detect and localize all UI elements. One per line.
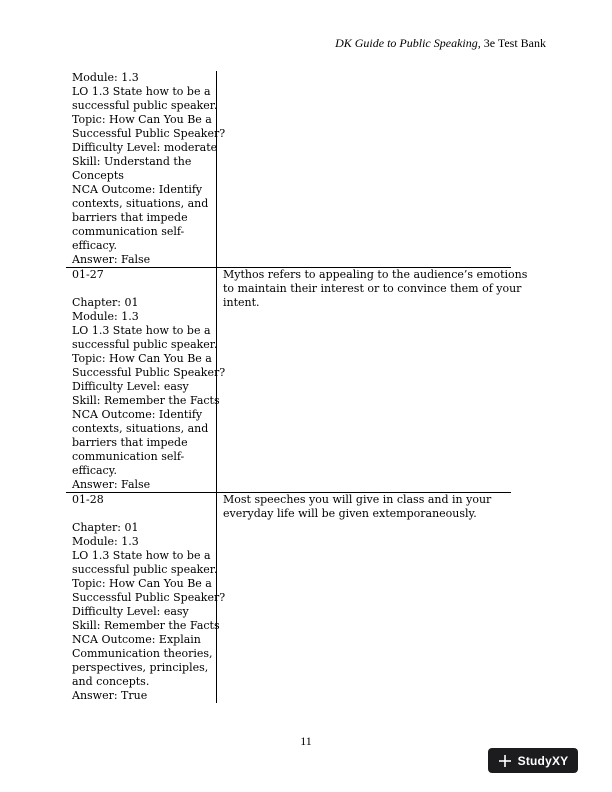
metadata-line: Topic: How Can You Be a — [72, 352, 212, 365]
metadata-line: Successful Public Speaker? — [72, 366, 226, 379]
metadata-line: Chapter: 01 — [72, 296, 139, 309]
question-text-line: intent. — [223, 296, 260, 309]
metadata-line: NCA Outcome: Identify — [72, 408, 203, 421]
metadata-line: barriers that impede — [72, 211, 188, 224]
question-text-line: Mythos refers to appealing to the audience’s emotions — [223, 268, 528, 281]
metadata-line: Answer: True — [72, 689, 148, 702]
metadata-line: 01-27 — [72, 268, 104, 281]
table-row — [66, 492, 511, 703]
metadata-line: Module: 1.3 — [72, 71, 139, 84]
question-text-line: Most speeches you will give in class and in your — [223, 493, 492, 506]
question-metadata-cell — [66, 493, 226, 703]
question-text-cell — [217, 71, 511, 267]
metadata-line: successful public speaker. — [72, 338, 218, 351]
metadata-line: Module: 1.3 — [72, 310, 139, 323]
metadata-line: barriers that impede — [72, 436, 188, 449]
metadata-line: Topic: How Can You Be a — [72, 577, 212, 590]
studyxy-badge[interactable] — [488, 748, 578, 773]
metadata-line: Answer: False — [72, 478, 151, 491]
header-subtitle: 3e Test Bank — [480, 36, 546, 50]
metadata-line: Topic: How Can You Be a — [72, 113, 212, 126]
question-text-line: to maintain their interest or to convince them of your — [223, 282, 522, 295]
metadata-line: contexts, situations, and — [72, 422, 209, 435]
metadata-line: Successful Public Speaker? — [72, 591, 226, 604]
metadata-line: Concepts — [72, 169, 124, 182]
metadata-line: Difficulty Level: easy — [72, 605, 189, 618]
question-text-cell — [217, 268, 528, 492]
metadata-line: NCA Outcome: Explain — [72, 633, 201, 646]
metadata-line: successful public speaker. — [72, 99, 218, 112]
metadata-line: Skill: Remember the Facts — [72, 394, 220, 407]
question-text-line: everyday life will be given extemporaneously. — [223, 507, 477, 520]
question-table — [66, 71, 528, 703]
metadata-line: NCA Outcome: Identify — [72, 183, 203, 196]
header-book-title: DK Guide to Public Speaking, — [335, 36, 481, 50]
metadata-line: Skill: Understand the — [72, 155, 192, 168]
question-text-cell — [217, 493, 511, 703]
running-header — [335, 36, 546, 50]
metadata-line: Skill: Remember the Facts — [72, 619, 220, 632]
metadata-line: contexts, situations, and — [72, 197, 209, 210]
metadata-line: LO 1.3 State how to be a — [72, 549, 211, 562]
metadata-line: successful public speaker. — [72, 563, 218, 576]
metadata-line: LO 1.3 State how to be a — [72, 324, 211, 337]
metadata-line: communication self- — [72, 225, 185, 238]
metadata-line — [72, 507, 216, 521]
metadata-line: and concepts. — [72, 675, 150, 688]
metadata-line: efficacy. — [72, 239, 117, 252]
page-number: 11 — [300, 734, 312, 748]
metadata-line: perspectives, principles, — [72, 661, 209, 674]
metadata-line: Answer: False — [72, 253, 151, 266]
metadata-line: Difficulty Level: easy — [72, 380, 189, 393]
metadata-line: Chapter: 01 — [72, 521, 139, 534]
metadata-line: Communication theories, — [72, 647, 213, 660]
metadata-line: Module: 1.3 — [72, 535, 139, 548]
metadata-line: Difficulty Level: moderate — [72, 141, 218, 154]
metadata-line: efficacy. — [72, 464, 117, 477]
question-metadata-cell — [66, 71, 226, 267]
table-row — [66, 71, 511, 267]
metadata-line: Successful Public Speaker? — [72, 127, 226, 140]
metadata-line: LO 1.3 State how to be a — [72, 85, 211, 98]
table-row — [66, 267, 528, 492]
question-metadata-cell — [66, 268, 226, 492]
plus-icon — [498, 754, 512, 768]
metadata-line: communication self- — [72, 450, 185, 463]
badge-label: StudyXY — [517, 753, 569, 768]
metadata-line: 01-28 — [72, 493, 104, 506]
metadata-line — [72, 282, 216, 296]
